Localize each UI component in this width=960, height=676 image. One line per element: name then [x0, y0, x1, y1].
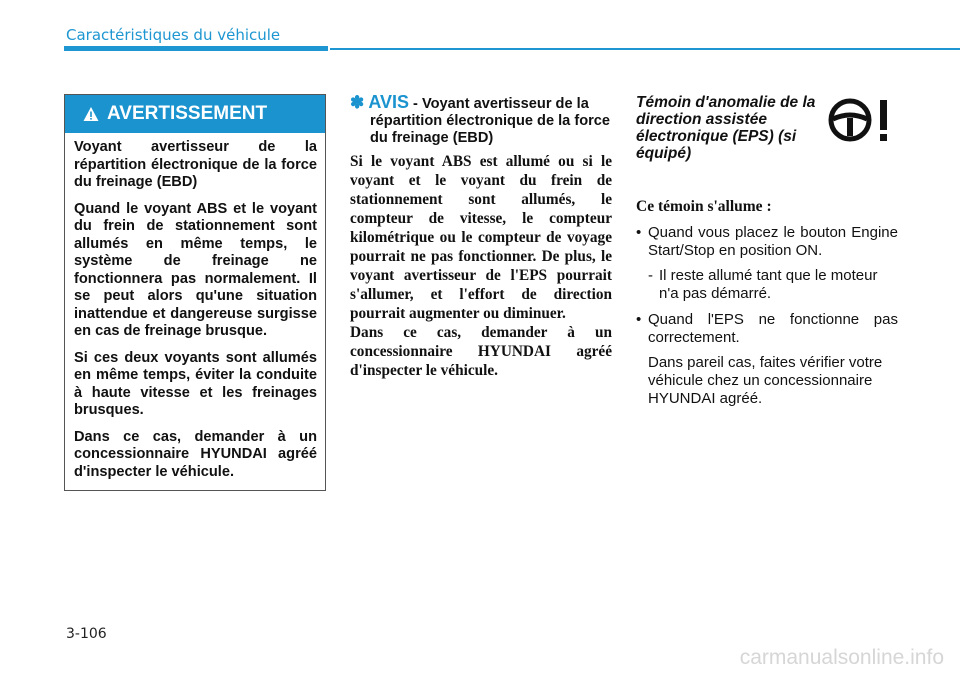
list-subitem	[636, 267, 898, 303]
header-rule-thick	[64, 46, 328, 51]
warning-box	[64, 94, 326, 491]
avis-subtitle: Voyant avertisseur de la répartition électronique de la force du freinage (EBD)	[370, 96, 611, 146]
eps-intro: Ce témoin s'allume :	[636, 198, 772, 215]
section-title: Caractéristiques du véhicule	[66, 26, 281, 44]
avis-heading	[350, 94, 612, 147]
avis-label: AVIS	[368, 92, 409, 112]
eps-section	[636, 94, 898, 408]
avis-section	[350, 94, 612, 380]
avis-separator: -	[409, 96, 422, 112]
warning-paragraph: Quand le voyant ABS et le voyant du frein de stationnement sont allumés en même temps, le système de freinage ne fonctionnera pas normalement. Il se peut alors qu'une situation inattendue et dangereuse surgisse en cas de freinage brusque.	[74, 200, 317, 339]
avis-star-icon: ✽	[350, 93, 365, 112]
sub-dash: -	[648, 267, 653, 284]
eps-list	[636, 224, 898, 408]
avis-paragraph: Dans ce cas, demander à un concessionnaire HYUNDAI agréé d'inspecter le véhicule.	[350, 324, 612, 379]
bullet-dot: •	[636, 224, 642, 241]
warning-title: AVERTISSEMENT	[107, 103, 268, 124]
bullet-dot: •	[636, 311, 642, 328]
header-rule-thin	[330, 48, 960, 50]
watermark: carmanualsonline.info	[739, 646, 944, 669]
list-item	[636, 311, 898, 347]
page-number: 3-106	[66, 626, 107, 642]
warning-header	[65, 95, 325, 133]
list-subitem-text: Il reste allumé tant que le moteur n'a pas démarré.	[659, 267, 878, 302]
steering-wheel-warning-icon	[826, 94, 896, 146]
avis-paragraph: Si le voyant ABS est allumé ou si le voyant et le voyant du frein de stationnement sont allumés, le compteur de vitesse, le compteur kilométrique ou le compteur de voyage pourrait ne pas fonctionner. De plus, le voyant avertisseur de l'EPS pourrait s'allumer, et l'effort de direction pourrait augmenter ou diminuer.	[350, 153, 612, 322]
warning-paragraph: Voyant avertisseur de la répartition électronique de la force du freinage (EBD)	[74, 139, 317, 190]
list-item	[636, 224, 898, 260]
list-item-text: Quand vous placez le bouton Engine Start/Stop en position ON.	[648, 224, 898, 259]
warning-body	[65, 133, 325, 481]
avis-body	[350, 152, 612, 380]
warning-paragraph: Dans ce cas, demander à un concessionnaire HYUNDAI agréé d'inspecter le véhicule.	[74, 428, 317, 480]
list-item-text: Quand l'EPS ne fonctionne pas correctement.	[648, 311, 898, 346]
list-item-note: Dans pareil cas, faites vérifier votre véhicule chez un concessionnaire HYUNDAI agréé.	[648, 354, 883, 407]
eps-title: Témoin d'anomalie de la direction assistée électronique (EPS) (si équipé)	[636, 94, 816, 162]
warning-paragraph: Si ces deux voyants sont allumés en même temps, éviter la conduite à haute vitesse et les freinages brusques.	[74, 349, 317, 418]
warning-triangle-icon	[83, 106, 99, 122]
